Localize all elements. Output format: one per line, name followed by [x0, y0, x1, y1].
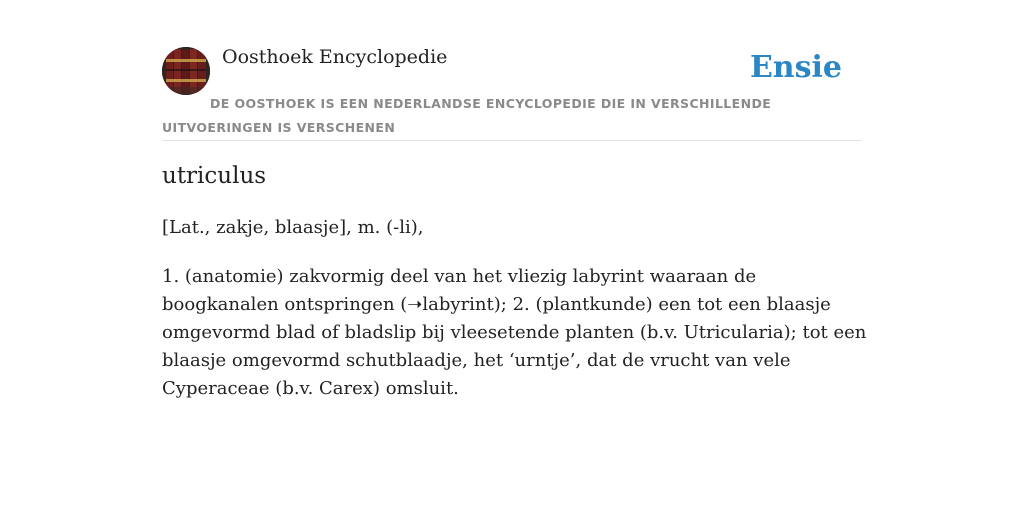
labyrint-link[interactable]	[407, 294, 493, 315]
entry-definition	[162, 263, 874, 403]
site-tagline: DE OOSTHOEK IS EEN NEDERLANDSE ENCYCLOPEDIE DIE IN VERSCHILLENDE UITVOERINGEN IS VERSCHENEN	[162, 96, 772, 135]
site-header	[162, 40, 862, 141]
labyrint-link-text: labyrint	[422, 294, 494, 315]
definition-text-part2: ); 2. (plantkunde) een tot een blaasje omgevormd blad of bladslip bij vleesetende planten (b.v. Utricularia); tot een blaasje omgevormd schutblaadje, het ‘urntje’, dat de vrucht van vele Cyperaceae (b.v. Carex) omsluit.	[162, 294, 867, 399]
entry-title: utriculus	[162, 163, 267, 189]
definition-text-part1: 1. (anatomie) zakvormig deel van het vliezig labyrint waaraan de boogkanalen ontspringen (	[162, 266, 757, 315]
link-arrow-icon: ➝	[407, 294, 423, 315]
entry-etymology: [Lat., zakje, blaasje], m. (-li),	[162, 217, 424, 238]
page-container	[162, 40, 867, 399]
site-title[interactable]: Oosthoek Encyclopedie	[222, 46, 448, 68]
books-avatar-icon[interactable]	[162, 47, 210, 95]
ensie-brand-logo[interactable]: Ensie	[749, 50, 842, 85]
